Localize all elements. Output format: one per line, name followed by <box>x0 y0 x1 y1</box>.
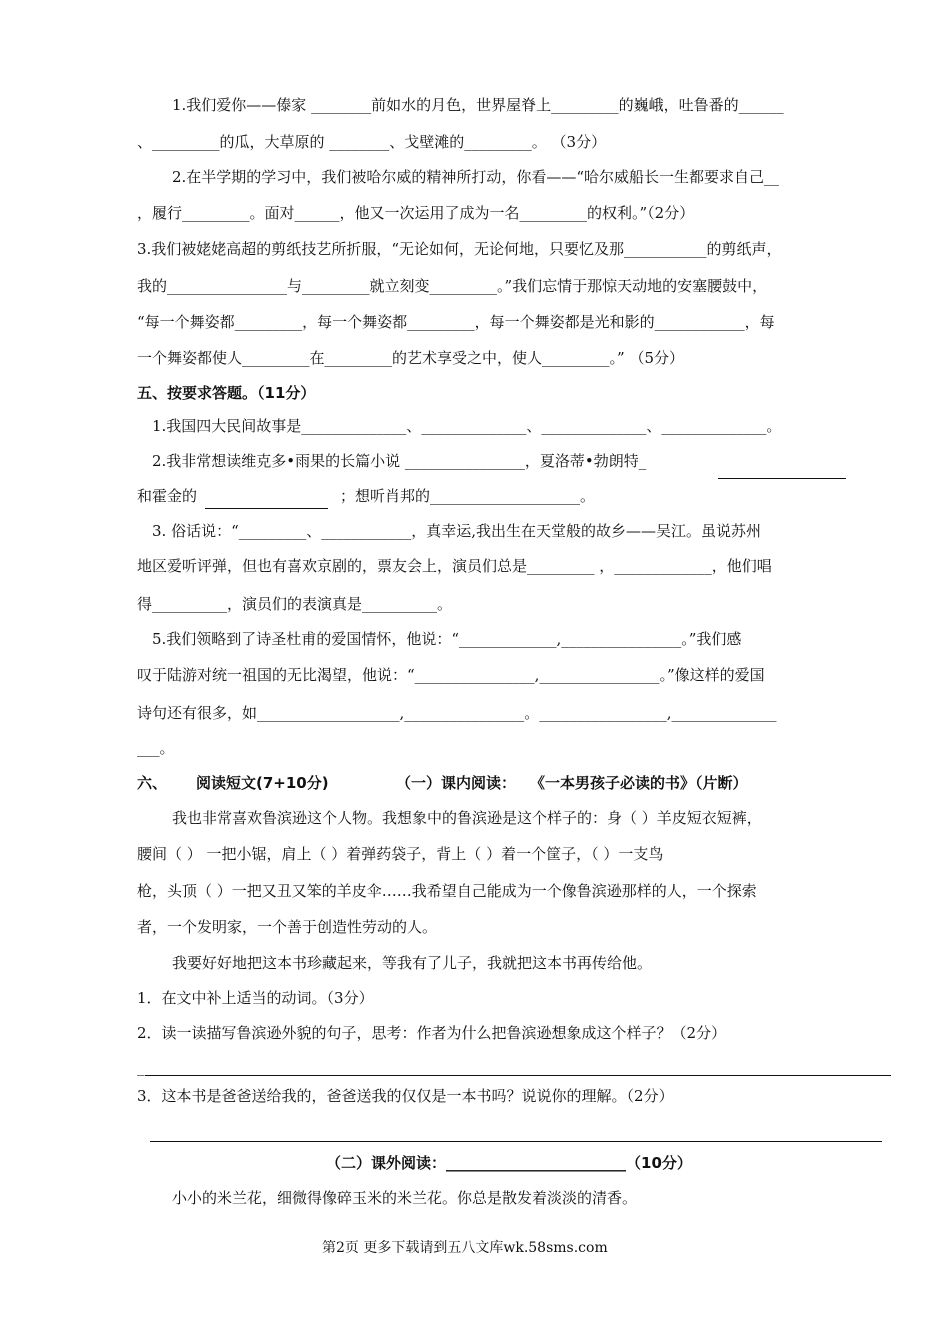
answer-line <box>150 1141 882 1142</box>
s4-q1-line1: 1.我们爱你——傣家 ________前如水的月色，世界屋脊上_________的巍峨，吐鲁番的______ <box>172 96 784 114</box>
s4-q3-line2: 我的________________与_________就立刻变_________。”我们忘情于那惊天动地的安塞腰鼓中， <box>137 277 768 295</box>
passage1-para2: 我要好好地把这本书珍藏起来，等我有了儿子，我就把这本书再传给他。 <box>172 954 653 972</box>
s4-q1-line2: 、_________的瓜，大草原的 ________、戈壁滩的_________。 （3分） <box>137 133 607 151</box>
section6-number: 六、 <box>137 774 168 792</box>
s5-q3-line2: 地区爱听评弹，但也有喜欢京剧的，票友会上，演员们总是_________ ，_____________，他们唱 <box>137 557 772 575</box>
passage2-line1: 小小的米兰花，细微得像碎玉米的米兰花。你总是散发着淡淡的清香。 <box>172 1189 638 1207</box>
reading-q3: 3．这本书是爸爸送给我的，爸爸送我的仅仅是一本书吗？说说你的理解。（2分） <box>137 1087 674 1105</box>
s5-q5-line2: 叹于陆游对统一祖国的无比渴望，他说：“________________,________________。”像这样的爱国 <box>137 666 765 684</box>
s5-q5-line1: 5.我们领略到了诗圣杜甫的爱国情怀，他说：“_____________,________________。”我们感 <box>152 630 742 648</box>
page-footer: 第2页 更多下载请到五八文库wk.58sms.com <box>322 1240 608 1256</box>
passage1-line3: 枪，头顶（ ）一把又丑又笨的羊皮伞……我希望自己能成为一个像鲁滨逊那样的人，一个探索 <box>137 882 757 900</box>
section5-heading: 五、按要求答题。（11分） <box>137 384 316 402</box>
answer-line <box>718 478 846 479</box>
sub1-label: （一）课内阅读： <box>396 774 517 792</box>
passage1-line2: 腰间（ ） 一把小锯，肩上（ ）着弹药袋子，背上（ ）着一个筐子，（ ）一支鸟 <box>137 845 664 863</box>
s4-q2-line2: ，履行_________。面对______，他又一次运用了成为一名_________的权利。”（2分） <box>137 204 695 222</box>
section6-title: 阅读短文(7+10分) <box>196 774 329 792</box>
s5-q2-line2a: 和霍金的 <box>137 487 198 505</box>
passage1-line4: 者，一个发明家，一个善于创造性劳动的人。 <box>137 918 438 936</box>
reading-q2: 2．读一读描写鲁滨逊外貌的句子，思考：作者为什么把鲁滨逊想象成这个样子？（2分） <box>137 1024 727 1042</box>
s4-q2-line1: 2.在半学期的学习中，我们被哈尔威的精神所打动，你看——“哈尔威船长一生都要求自己__ <box>172 168 779 186</box>
s4-q3-line1: 3.我们被姥姥高超的剪纸技艺所折服，“无论如何，无论何地，只要忆及那___________的剪纸声， <box>137 240 782 258</box>
s5-q2-line2b: ；想听肖邦的____________________。 <box>340 487 596 505</box>
s5-q2-line1: 2.我非常想读维克多•雨果的长篇小说 ________________，夏洛蒂•勃朗特_ <box>152 452 647 470</box>
answer-line <box>145 1075 891 1076</box>
answer-line <box>205 508 328 509</box>
reading-q2-mark: _ <box>137 1058 145 1076</box>
s4-q3-line3: “每一个舞姿都_________，每一个舞姿都_________，每一个舞姿都是光和影的____________，每 <box>137 313 775 331</box>
s5-q5-line3: 诗句还有很多，如___________________,________________。_________________,______________ <box>137 704 777 722</box>
s5-q1: 1.我国四大民间故事是______________、______________、______________、______________。 <box>152 417 782 435</box>
sub2-heading: （二）课外阅读：________________________（10分） <box>326 1154 692 1172</box>
passage1-line1: 我也非常喜欢鲁滨逊这个人物。我想象中的鲁滨逊是这个样子的：身（ ）羊皮短衣短裤， <box>172 809 762 827</box>
s5-q5-line4: ___。 <box>137 739 175 757</box>
sub1-title: 《一本男孩子必读的书》（片断） <box>530 774 748 792</box>
reading-q1: 1．在文中补上适当的动词。（3分） <box>137 989 374 1007</box>
s5-q3-line1: 3. 俗话说：“_________、____________，真幸运,我出生在天堂般的故乡——吴江。虽说苏州 <box>152 522 762 540</box>
s5-q3-line3: 得__________，演员们的表演真是__________。 <box>137 595 453 613</box>
s4-q3-line4: 一个舞姿都使人_________在_________的艺术享受之中，使人_________。” （5分） <box>137 349 684 367</box>
